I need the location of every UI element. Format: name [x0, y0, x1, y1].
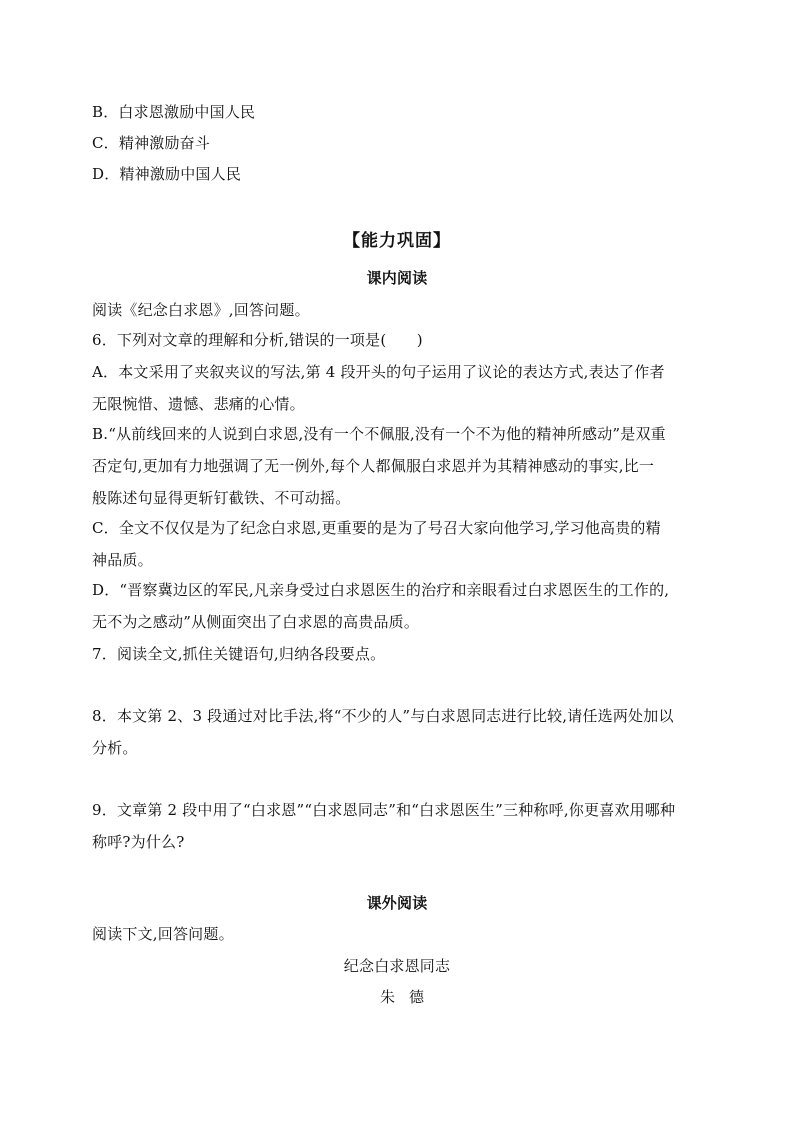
question-7: 7．阅读全文,抓住关键语句,归纳各段要点。: [92, 645, 386, 663]
question-9-line-1: 9．文章第 2 段中用了“白求恩”“白求恩同志”和“白求恩医生”三种称呼,你更喜欢用哪种: [92, 801, 676, 819]
question-9-line-2: 称呼?为什么?: [92, 833, 185, 851]
question-6-option-b-line-1: B.“从前线回来的人说到白求恩,没有一个不佩服,没有一个不为他的精神所感动”是双重: [92, 425, 666, 443]
article-author: 朱德: [379, 988, 438, 1006]
option-c: C．精神激励奋斗: [92, 134, 211, 152]
question-6-option-a-line-1: A．本文采用了夹叙夹议的写法,第 4 段开头的句子运用了议论的表达方式,表达了作者: [92, 363, 665, 381]
subheading-in-class-reading: 课内阅读: [366, 269, 428, 287]
section-heading: 【能力巩固】: [343, 231, 451, 251]
question-6-option-d-line-1: D．“晋察冀边区的军民,凡亲身受过白求恩医生的治疗和亲眼看过白求恩医生的工作的,: [92, 581, 670, 599]
reading-instruction: 阅读《纪念白求恩》,回答问题。: [92, 301, 310, 319]
question-6-stem: 6．下列对文章的理解和分析,错误的一项是( ): [92, 331, 423, 349]
extra-reading-instruction: 阅读下文,回答问题。: [92, 925, 234, 943]
question-8-line-1: 8．本文第 2、3 段通过对比手法,将“不少的人”与白求恩同志进行比较,请任选两处加以: [92, 707, 674, 725]
question-8-line-2: 分析。: [92, 739, 138, 757]
article-title: 纪念白求恩同志: [343, 957, 451, 975]
option-d: D．精神激励中国人民: [92, 165, 242, 183]
option-b: B．白求恩激励中国人民: [92, 103, 256, 121]
question-6-option-b-line-3: 般陈述句显得更斩钉截铁、不可动摇。: [92, 489, 351, 507]
question-6-option-a-line-2: 无限惋惜、遗憾、悲痛的心情。: [92, 395, 305, 413]
question-6-option-d-line-2: 无不为之感动”从侧面突出了白求恩的高贵品质。: [92, 613, 420, 631]
question-6-option-c-line-2: 神品质。: [92, 551, 153, 569]
question-6-option-b-line-2: 否定句,更加有力地强调了无一例外,每个人都佩服白求恩并为其精神感动的事实,比一: [92, 457, 655, 475]
subheading-extra-reading: 课外阅读: [366, 894, 428, 912]
question-6-option-c-line-1: C．全文不仅仅是为了纪念白求恩,更重要的是为了号召大家向他学习,学习他高贵的精: [92, 519, 661, 537]
